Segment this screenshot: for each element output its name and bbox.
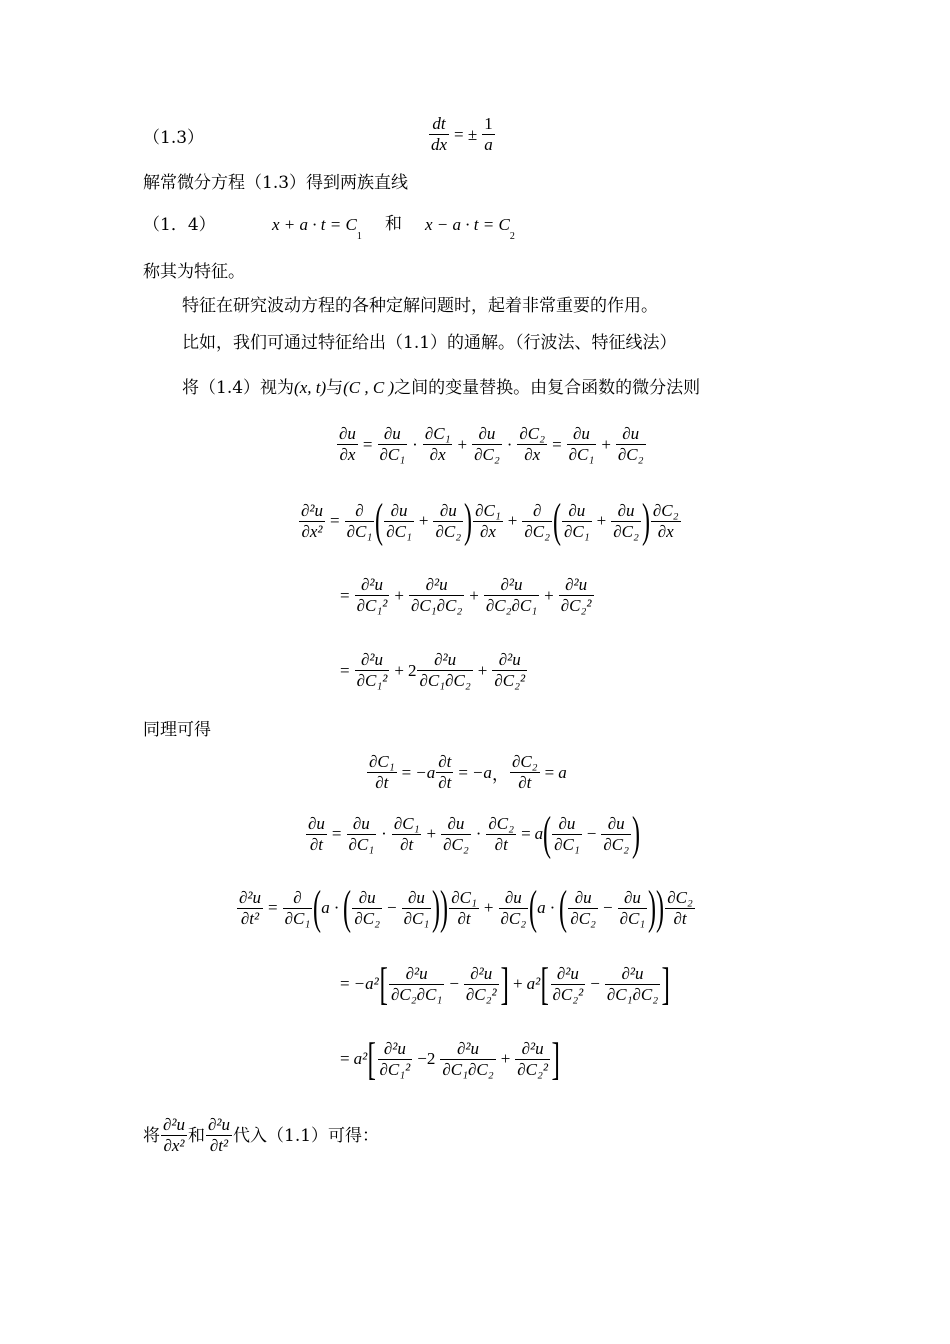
equation-dudx: $\frac{\partial u}{\partial x}$ = $\frac{\partial u}{\text{∂C₁}}$ · $\frac{\text{∂C₁}}{\partial x}$ + $\frac{\partial u}{\text{∂C₂}}$ · $\frac{\text{∂C₂}}{\partial x}$ = $\frac{\partial u}{\text{∂C₁}}$ + $\frac{\partial u}{\text{∂C₂}}$ (339, 424, 644, 464)
equation-dCdt: $\frac{\text{∂C₁}}{\partial t}$ = −a $\frac{\partial t}{\partial t}$ = −a ， $\frac{\text{∂C₂}}{\partial t}$ = a (369, 752, 567, 792)
paragraph-solve: 解常微分方程（1.3）得到两族直线 (143, 173, 409, 193)
paragraph-substitute: 将 $\frac{\text{∂²u}}{\text{∂x²}}$ 和 $\frac{\text{∂²u}}{\text{∂t²}}$ 代入（1.1）可得： (143, 1115, 380, 1155)
equation-d2udx2-step3: = $\frac{\text{∂²u}}{\text{∂C₁²}}$ + 2 $\frac{\text{∂²u}}{\text{∂C₁∂C₂}}$ + $\frac{\text{∂²u}}{\text{∂C₂²}}$ (340, 650, 526, 690)
paragraph-importance: 特征在研究波动方程的各种定解问题时，起着非常重要的作用。 (182, 296, 658, 316)
equation-d2udt2: $\frac{\text{∂²u}}{\text{∂t²}}$ = $\frac{\partial}{\text{∂C₁}}$ ( a · ( $\frac{\partial u}{\text{∂C₂}}$ − $\frac{\partial u}{\text{∂C₁}}$ ) ) $\frac{\text{∂C₁}}{\partial t}$ + $\frac{\partial u}{\text{∂C₂}}$ ( a · ( $\frac{\partial u}{\text{∂C₂}}$ − $\frac{\partial u}{\text{∂C₁}}$ ) ) $\frac{\text{∂C₂}}{\partial t}$ (239, 881, 693, 934)
eq-label-1-3: （1.3） (143, 128, 205, 148)
equation-dudt: $\frac{\partial u}{\partial t}$ = $\frac{\partial u}{\text{∂C₁}}$ · $\frac{\text{∂C₁}}{\partial t}$ + $\frac{\partial u}{\text{∂C₂}}$ · $\frac{\text{∂C₂}}{\partial t}$ = a ( $\frac{\partial u}{\text{∂C₁}}$ − $\frac{\partial u}{\text{∂C₂}}$ ) (308, 807, 641, 860)
equation-1-3: $\frac{dt}{dx}$ = ± $\frac{1}{a}$ (431, 114, 493, 154)
equation-d2udt2-step3: = a² [ $\frac{\text{∂²u}}{\text{∂C₁²}}$ −2 $\frac{\text{∂²u}}{\text{∂C₁∂C₂}}$ + $\frac{\text{∂²u}}{\text{∂C₂²}}$ ] (340, 1033, 560, 1084)
paragraph-characteristics: 称其为特征。 (143, 262, 245, 282)
equation-d2udt2-step2: = −a² [ $\frac{\text{∂²u}}{\text{∂C₂∂C₁}}$ − $\frac{\text{∂²u}}{\text{∂C₂²}}$ ] + a² [ $\frac{\text{∂²u}}{\text{∂C₂²}}$ − $\frac{\text{∂²u}}{\text{∂C₁∂C₂}}$ ] (340, 958, 671, 1009)
paragraph-general-solution: 比如，我们可通过特征给出（1.1）的通解。（行波法、特征线法） (182, 333, 677, 353)
equation-d2udx2-step2: = $\frac{\text{∂²u}}{\text{∂C₁²}}$ + $\frac{\text{∂²u}}{\text{∂C₁∂C₂}}$ + $\frac{\text{∂²u}}{\text{∂C₂∂C₁}}$ + $\frac{\text{∂²u}}{\text{∂C₂²}}$ (340, 575, 592, 615)
equation-d2udx2: $\frac{\text{∂²u}}{\text{∂x²}}$ = $\frac{\partial}{\text{∂C₁}}$ ( $\frac{\partial u}{\text{∂C₁}}$ + $\frac{\partial u}{\text{∂C₂}}$ ) $\frac{\text{∂C₁}}{\partial x}$ + $\frac{\partial}{\text{∂C₂}}$ ( $\frac{\partial u}{\text{∂C₁}}$ + $\frac{\partial u}{\text{∂C₂}}$ ) $\frac{\text{∂C₂}}{\partial x}$ (301, 494, 679, 547)
equation-1-4-left: $x + a \cdot t = C_1$ (272, 215, 362, 242)
equation-1-4-right: $x - a \cdot t = C_2$ (425, 215, 515, 242)
paragraph-similarly: 同理可得 (143, 720, 211, 740)
eq-label-1-4: （1．4） (143, 215, 216, 235)
paragraph-substitution: 将（1.4）视为(x, t)与(C , C )之间的变量替换。由复合函数的微分法则 (182, 378, 701, 398)
and-word: 和 (385, 214, 402, 234)
